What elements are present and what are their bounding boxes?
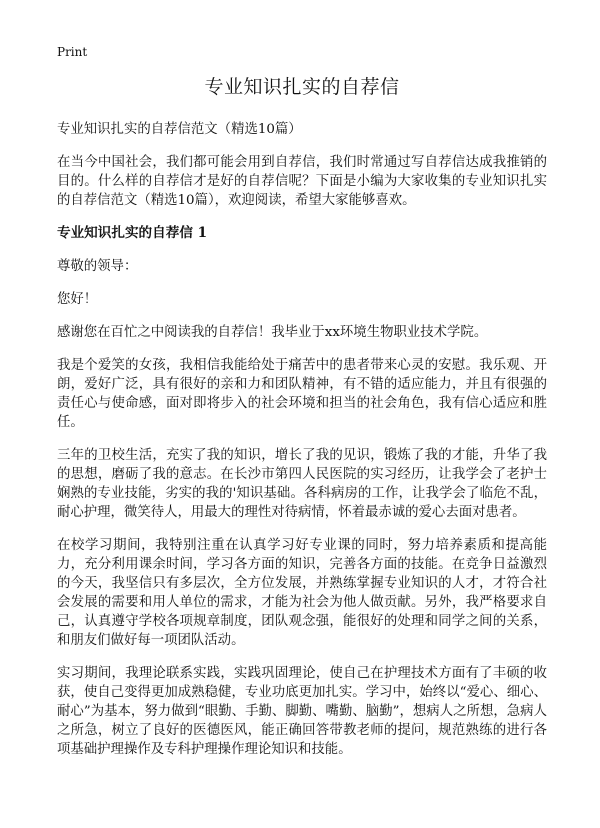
document-subtitle: 专业知识扎实的自荐信范文（精选10篇） <box>57 122 302 137</box>
greeting: 您好！ <box>57 292 98 307</box>
body-paragraph: 在校学习期间，我特别注重在认真学习好专业课的同时，努力培养素质和提高能力，充分利用课余时间，学习各方面的知识，完善各方面的技能。在竞争日益激烈的今天，我坚信只有多层次，全方位发展，并熟练掌握专业知识的人才，才符合社会发展的需要和用人单位的需求，才能为社会为他人做贡献。另外，我严格要求自己，认真遵守学校各项规章制度，团队观念强，能很好的处理和同学之间的关系，和朋友们做好每一项团队活动。 <box>57 538 547 648</box>
body-paragraph: 感谢您在百忙之中阅读我的自荐信！我毕业于xx环境生物职业技术学院。 <box>57 325 488 340</box>
document-body <box>57 72 547 773</box>
body-paragraph: 三年的卫校生活，充实了我的知识，增长了我的见识，锻炼了我的才能，升华了我的思想，磨砺了我的意志。在长沙市第四人民医院的实习经历，让我学会了老护士娴熟的专业技能，劣实的我的'知识基础。各科病房的工作，让我学会了临危不乱，耐心护理，微笑待人，用最大的理性对待病情，怀着最赤诚的爱心去面对患者。 <box>57 448 547 520</box>
print-link[interactable]: Print <box>57 45 88 59</box>
salutation: 尊敬的领导： <box>57 259 138 274</box>
section-heading: 专业知识扎实的自荐信 1 <box>57 225 208 241</box>
intro-paragraph: 在当今中国社会，我们都可能会用到自荐信，我们时常通过写自荐信达成我推销的目的。什么样的自荐信才是好的自荐信呢？下面是小编为大家收集的专业知识扎实的自荐信范文（精选10篇），欢迎阅读，希望大家能够喜欢。 <box>57 155 547 208</box>
body-paragraph: 我是个爱笑的女孩，我相信我能给处于痛苦中的患者带来心灵的安慰。我乐观、开朗，爱好广泛，具有很好的亲和力和团队精神，有不错的适应能力，并且有很强的责任心与使命感，面对即将步入的社会环境和担当的社会角色，我有信心适应和胜任。 <box>57 358 547 430</box>
body-paragraph: 实习期间，我理论联系实践，实践巩固理论，使自己在护理技术方面有了丰硕的收获，使自己变得更加成熟稳健，专业功底更加扎实。学习中，始终以“爱心、细心、耐心”为基本，努力做到“眼勤、手勤、脚勤、嘴勤、脑勤”，想病人之所想，急病人之所急，树立了良好的医德医风，能正确回答带教老师的提问，规范熟练的进行各项基础护理操作及专科护理操作理论知识和技能。 <box>57 666 547 757</box>
page-title: 专业知识扎实的自荐信 <box>204 76 400 98</box>
